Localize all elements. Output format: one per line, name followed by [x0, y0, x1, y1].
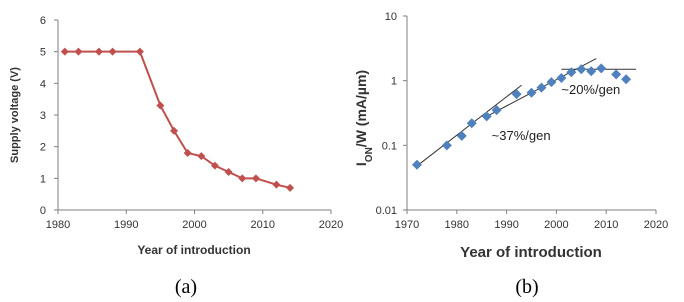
chart-a-data-point	[272, 181, 280, 189]
chart-b-annotations	[492, 82, 621, 143]
chart-b-data-point	[482, 111, 492, 121]
chart-b-data-point	[621, 74, 631, 84]
chart-b-y-tick-label: 0.01	[375, 205, 397, 217]
chart-b-trend-lines	[417, 59, 636, 166]
chart-a	[9, 15, 343, 298]
chart-b-data-point	[576, 64, 586, 74]
chart-b-panel-label: (b)	[515, 276, 539, 298]
chart-b-x-tick-label: 2010	[593, 219, 619, 231]
chart-b-data-point	[546, 77, 556, 87]
chart-a-data-point	[136, 48, 144, 56]
chart-b-annotation: ~37%/gen	[491, 128, 551, 144]
chart-b-data-point	[412, 160, 422, 170]
chart-b-y-tick-label: 0.1	[381, 140, 397, 153]
chart-b-x-ticks	[395, 210, 668, 231]
chart-a-data-point	[61, 48, 69, 56]
chart-a-data-point	[252, 174, 260, 182]
chart-a-y-tick-label: 2	[39, 141, 46, 154]
chart-a-x-tick-label: 2010	[250, 219, 275, 231]
chart-b-y-tick-label: 10	[384, 11, 397, 23]
chart-b-y-tick-label: 1	[390, 75, 397, 88]
chart-a-y-label: Supply voltage (V)	[9, 67, 21, 163]
chart-b-x-tick-label: 1980	[444, 219, 470, 231]
chart-b-data-point	[512, 89, 522, 99]
chart-a-data-point	[74, 48, 82, 56]
chart-a-x-tick-label: 2000	[182, 219, 207, 231]
chart-b-y-label-sub: ON	[363, 147, 375, 163]
chart-a-y-tick-label: 6	[39, 15, 46, 27]
chart-a-data-point	[225, 168, 233, 176]
chart-a-y-tick-label: 1	[39, 173, 46, 186]
chart-b-x-tick-label: 2020	[643, 219, 669, 231]
chart-a-data-point	[109, 48, 117, 56]
chart-a-y-ticks	[40, 15, 58, 217]
chart-b-y-label	[353, 70, 375, 166]
chart-b-x-label: Year of introduction	[460, 244, 602, 261]
chart-a-data-point	[238, 174, 246, 182]
chart-b-data-point	[442, 140, 452, 150]
chart-a-data-point	[156, 102, 164, 110]
chart-a-panel-label: (a)	[174, 276, 198, 298]
chart-a-y-tick-label: 5	[39, 46, 46, 59]
chart-a-y-tick-label: 4	[39, 78, 46, 91]
chart-b-data-point	[586, 66, 596, 76]
chart-a-series	[61, 48, 294, 192]
chart-a-series-line	[65, 52, 290, 188]
chart-a-x-tick-label: 1990	[114, 219, 139, 231]
chart-a-data-point	[286, 184, 294, 192]
chart-b-y-ticks	[376, 11, 407, 217]
chart-a-y-tick-label: 0	[39, 205, 46, 217]
chart-a-x-ticks	[46, 210, 343, 231]
chart-b-data-point	[527, 88, 537, 98]
chart-b-x-tick-label: 1990	[494, 219, 519, 231]
chart-b-data-point	[596, 63, 606, 73]
chart-b-series	[412, 63, 631, 169]
chart-b-x-tick-label: 1970	[394, 219, 420, 231]
chart-b-x-tick-label: 2000	[544, 219, 569, 231]
chart-b-data-point	[536, 83, 546, 93]
chart-a-x-tick-label: 1980	[45, 219, 71, 231]
chart-b-y-label-rest: /W (mA/µm)	[353, 69, 369, 148]
chart-a-y-tick-label: 3	[39, 110, 46, 122]
chart-b-y-label-main: I	[353, 162, 369, 167]
chart-a-x-tick-label: 2020	[318, 219, 344, 231]
chart-b-annotation: ~20%/gen	[561, 82, 621, 98]
chart-b	[353, 11, 668, 298]
chart-b-data-point	[611, 69, 621, 79]
chart-a-data-point	[95, 48, 103, 56]
chart-a-x-label: Year of introduction	[137, 243, 251, 257]
chart-b-data-point	[566, 67, 576, 77]
chart-b-data-point	[457, 131, 467, 141]
